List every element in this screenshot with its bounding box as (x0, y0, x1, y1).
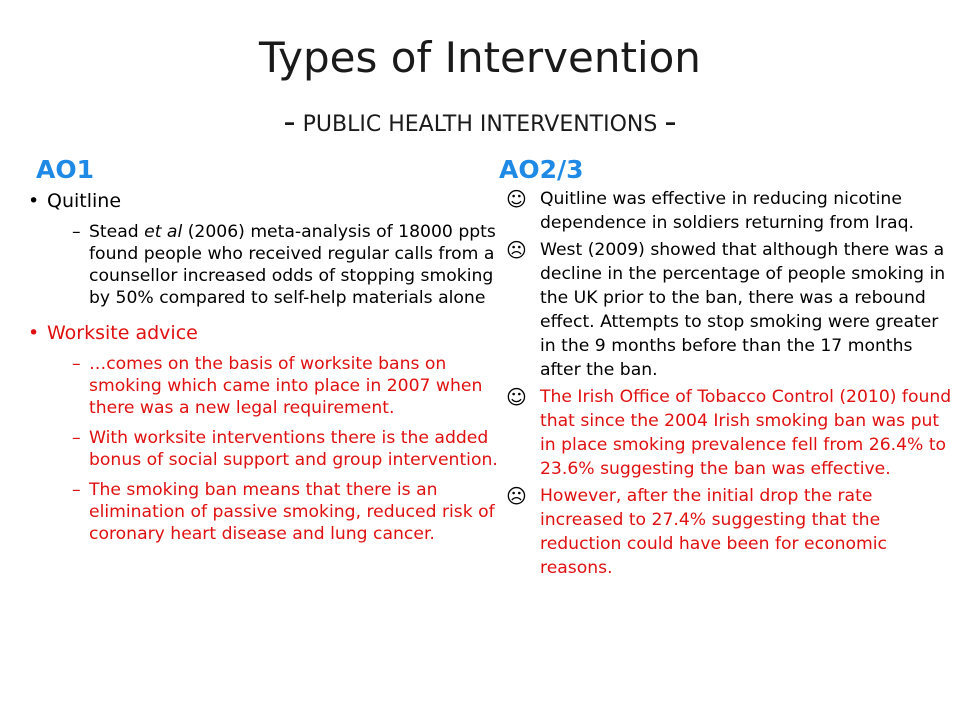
evaluation-text-1: Quitline was effective in reducing nicotine dependence in soldiers returning from Iraq. (540, 189, 914, 233)
sub-bullet-stead (72, 221, 503, 309)
bullet-quitline (28, 189, 503, 213)
sad-face-icon: ☹ (506, 484, 527, 508)
bullet-worksite (28, 321, 503, 345)
bullet-dot-icon: • (28, 322, 40, 344)
sub-bullet-worksite-1 (72, 353, 503, 419)
dash-icon: – (72, 480, 81, 500)
bullet-worksite-label: Worksite advice (47, 322, 198, 344)
sub-bullet-worksite-2 (72, 427, 503, 471)
evaluation-text-2: West (2009) showed that although there was a decline in the percentage of people smoking in the UK prior to the ban, there was a rebound effect. Attempts to stop smoking were greater in the 9 months before than the 17 months after the ban. (540, 240, 946, 380)
heading-ao1: AO1 (36, 155, 94, 184)
worksite-sub-text-3: The smoking ban means that there is an elimination of passive smoking, reduced risk of coronary heart disease and lung cancer. (89, 480, 495, 544)
ao2-3-column (502, 187, 957, 583)
evaluation-text-3: The Irish Office of Tobacco Control (2010) found that since the 2004 Irish smoking ban was put in place smoking prevalence fell from 26.4% to 23.6% suggesting the ban was effective. (540, 387, 952, 479)
evaluation-text-4: However, after the initial drop the rate increased to 27.4% suggesting that the reduction could have been for economic reasons. (540, 486, 887, 578)
dash-icon: – (72, 354, 81, 374)
stead-text-italic: et al (144, 222, 183, 242)
evaluation-item-3 (502, 385, 957, 481)
stead-text-before: Stead (89, 222, 145, 242)
dash-icon: – (72, 428, 81, 448)
evaluation-item-4 (502, 484, 957, 580)
worksite-sub-text-2: With worksite interventions there is the added bonus of social support and group intervention. (89, 428, 498, 470)
subtitle-dash-left: - (283, 102, 296, 142)
sub-bullet-worksite-3 (72, 479, 503, 545)
heading-ao2-3: AO2/3 (499, 155, 584, 184)
subtitle-text: PUBLIC HEALTH INTERVENTIONS (302, 112, 658, 137)
subtitle-dash-right: - (664, 102, 677, 142)
smiley-face-icon: ☺ (506, 385, 527, 409)
sad-face-icon: ☹ (506, 238, 527, 262)
bullet-quitline-label: Quitline (47, 190, 122, 212)
stead-text-after: (2006) meta-analysis of 18000 ppts found people who received regular calls from a counsellor increased odds of stopping smoking by 50% compared to self-help materials alone (89, 222, 496, 308)
evaluation-item-1 (502, 187, 957, 235)
evaluation-item-2 (502, 238, 957, 382)
smiley-face-icon: ☺ (506, 187, 527, 211)
bullet-dot-icon: • (28, 190, 40, 212)
slide-subtitle (0, 102, 960, 145)
ao1-column (28, 189, 503, 545)
worksite-sub-text-1: …comes on the basis of worksite bans on smoking which came into place in 2007 when there was a new legal requirement. (89, 354, 483, 418)
dash-icon: – (72, 222, 81, 242)
slide-title: Types of Intervention (259, 33, 701, 82)
